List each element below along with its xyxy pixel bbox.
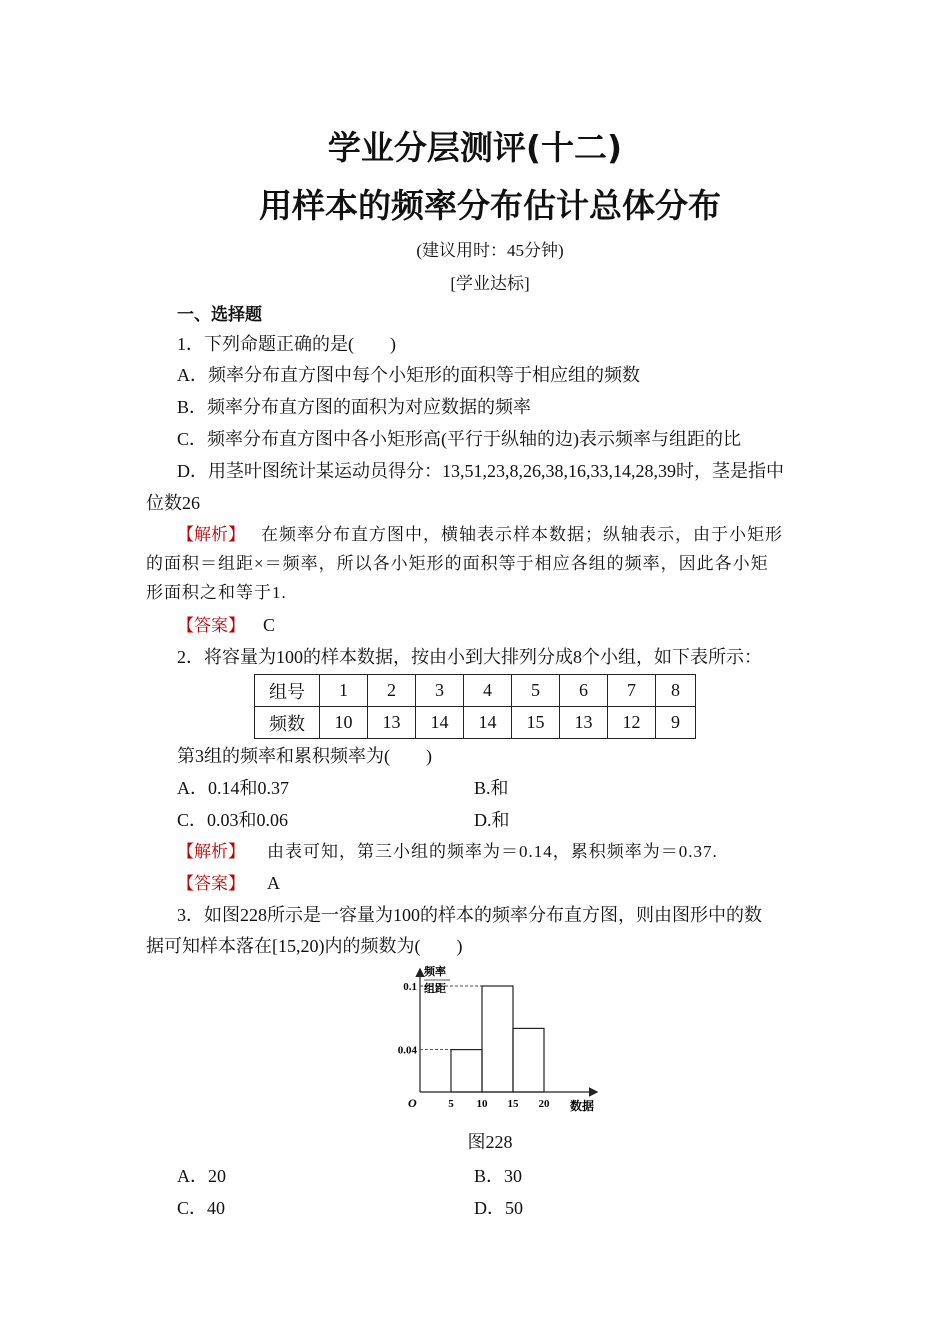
q1-option-a: A．频率分布直方图中每个小矩形的面积等于相应组的频数 [177,365,640,385]
q1-analysis-row [177,520,783,545]
q1-analysis-text-3: 形面积之和等于1. [146,583,287,602]
table-cell: 9 [656,707,696,739]
table-row [255,675,696,707]
table-cell: 6 [560,675,608,707]
table-cell: 8 [656,675,696,707]
table-cell: 3 [416,675,464,707]
table-cell: 12 [608,707,656,739]
q3-option-a: A．20 [177,1166,226,1186]
q1-answer: C [263,615,276,635]
y-axis-label-top: 频率 [424,965,446,978]
histogram-chart [388,964,608,1118]
x-tick-label: 10 [476,1098,488,1110]
answer-tag: 【答案】 [177,616,245,636]
table-cell: 10 [320,707,368,739]
table-cell: 13 [560,707,608,739]
q1-analysis-text-2: 的面积＝组距×＝频率，所以各小矩形的面积等于相应各组的频率，因此各小矩 [146,554,769,573]
q2-answer: A [267,873,280,893]
q2-stem: 2．将容量为100的样本数据，按由小到大排列分成8个小组，如下表所示： [177,647,762,667]
table-row [255,707,696,739]
table-cell: 频数 [255,707,320,739]
q1-option-c: C．频率分布直方图中各小矩形高(平行于纵轴的边)表示频率与组距的比 [177,429,741,449]
q2-analysis-text: 由表可知，第三小组的频率为＝0.14，累积频率为＝0.37. [267,842,718,861]
table-cell: 2 [368,675,416,707]
q1-option-d: D．用茎叶图统计某运动员得分：13,51,23,8,26,38,16,33,14,28,39时，茎是指中 [177,461,784,481]
q3-stem-cont: 据可知样本落在[15,20)内的频数为( ) [146,936,463,956]
analysis-tag: 【解析】 [177,842,245,862]
origin-label: O [408,1096,417,1110]
q1-analysis-text: 在频率分布直方图中，横轴表示样本数据；纵轴表示，由于小矩形 [261,525,783,544]
table-cell: 7 [608,675,656,707]
time-note: (建议用时：45分钟) [416,241,564,260]
q3-option-d: D．50 [474,1198,523,1218]
q2-analysis-row [177,837,718,862]
histogram-bar [513,1028,544,1092]
x-tick-label: 15 [507,1098,519,1110]
table-cell: 15 [512,707,560,739]
page-subtitle: 用样本的频率分布估计总体分布 [259,186,721,225]
y-tick-label: 0.1 [403,981,417,993]
y-tick-label: 0.04 [397,1044,417,1057]
table-cell: 13 [368,707,416,739]
q3-stem: 3．如图228所示是一容量为100的样本的频率分布直方图，则由图形中的数 [177,905,762,925]
answer-tag: 【答案】 [177,874,245,894]
figure-caption: 图228 [467,1132,513,1152]
q3-option-c: C．40 [177,1198,226,1218]
table-cell: 14 [464,707,512,739]
x-axis-label: 数据 [570,1099,595,1113]
q1-option-d-cont: 位数26 [146,493,200,513]
table-cell: 组号 [255,675,320,707]
table-cell: 5 [512,675,560,707]
section-heading: 一、选择题 [177,305,262,325]
y-axis-label-bottom: 组距 [424,982,446,995]
x-tick-label: 20 [538,1098,550,1110]
table-cell: 14 [416,707,464,739]
q2-option-b: B.和 [474,778,509,798]
q2-option-d: D.和 [474,810,510,830]
table-cell: 4 [464,675,512,707]
page-title: 学业分层测评(十二) [327,128,623,167]
q2-question: 第3组的频率和累积频率为( ) [177,746,432,766]
table-cell: 1 [320,675,368,707]
histogram-bar [451,1050,482,1092]
frequency-table [254,674,696,739]
histogram-bar [482,986,513,1092]
x-tick-label: 5 [448,1098,454,1110]
q2-option-c: C．0.03和0.06 [177,810,289,830]
q3-option-b: B．30 [474,1166,523,1186]
analysis-tag: 【解析】 [177,525,245,545]
q1-option-b: B．频率分布直方图的面积为对应数据的频率 [177,397,532,417]
q1-stem: 1．下列命题正确的是( ) [177,334,396,354]
q2-answer-row [177,869,280,894]
q2-option-a: A．0.14和0.37 [177,778,289,798]
level-label: [学业达标] [450,274,530,293]
q1-answer-row [177,611,275,636]
